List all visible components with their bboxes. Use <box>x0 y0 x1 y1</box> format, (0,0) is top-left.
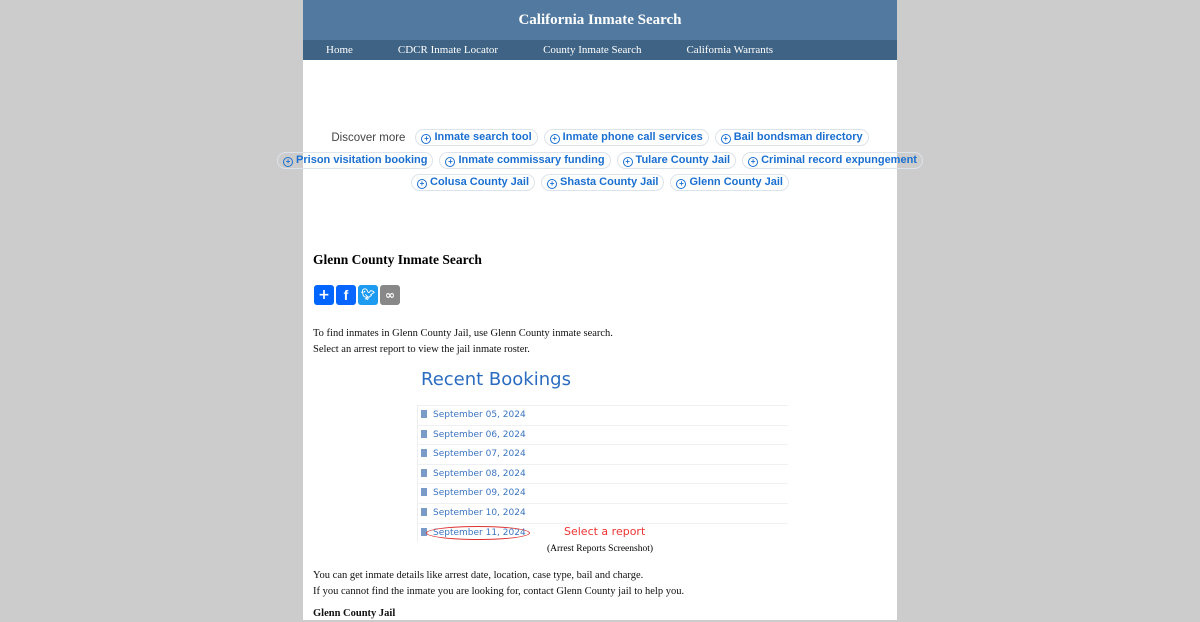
booking-row <box>418 444 788 464</box>
file-icon <box>421 488 427 496</box>
pill-label: Prison visitation booking <box>296 154 428 166</box>
intro-line: To find inmates in Glenn County Jail, use Glenn County inmate search. <box>313 328 613 339</box>
file-icon <box>421 508 427 516</box>
plus-circle-icon: + <box>547 179 557 189</box>
arrest-reports-screenshot <box>415 365 789 543</box>
page-title: Glenn County Inmate Search <box>313 252 482 267</box>
discover-pill[interactable] <box>411 174 535 191</box>
share-plus-icon[interactable]: + <box>314 285 334 305</box>
file-icon <box>421 410 427 418</box>
discover-label: Discover more <box>331 131 406 144</box>
nav-cdcr-locator[interactable]: CDCR Inmate Locator <box>397 44 499 56</box>
booking-date: September 09, 2024 <box>433 488 526 499</box>
jail-subheading: Glenn County Jail <box>313 608 396 619</box>
booking-row <box>418 523 788 543</box>
plus-circle-icon: + <box>445 157 455 167</box>
pill-label: Inmate search tool <box>434 131 532 143</box>
file-icon <box>421 469 427 477</box>
discover-row-2 <box>285 152 917 169</box>
discover-row-1 <box>303 129 897 146</box>
nav-warrants[interactable]: California Warrants <box>686 44 774 56</box>
plus-circle-icon: + <box>283 157 293 167</box>
plus-circle-icon: + <box>676 179 686 189</box>
details-text <box>313 568 684 622</box>
pill-label: Glenn County Jail <box>689 176 783 188</box>
recent-bookings-title: Recent Bookings <box>421 369 571 390</box>
pill-label: Inmate commissary funding <box>458 154 605 166</box>
plus-circle-icon: + <box>417 179 427 189</box>
discover-pill[interactable] <box>617 152 737 169</box>
plus-circle-icon: + <box>623 157 633 167</box>
discover-pill[interactable] <box>415 129 537 146</box>
pill-label: Bail bondsman directory <box>733 131 863 143</box>
discover-row-3 <box>303 174 897 191</box>
nav-bar <box>303 40 897 60</box>
intro-line: Select an arrest report to view the jail inmate roster. <box>313 344 530 355</box>
discover-pill[interactable] <box>277 152 433 169</box>
booking-date: September 10, 2024 <box>433 507 526 518</box>
booking-date: September 08, 2024 <box>433 468 526 479</box>
pill-label: Criminal record expungement <box>761 154 917 166</box>
plus-circle-icon: + <box>550 134 560 144</box>
booking-row <box>418 503 788 523</box>
nav-home[interactable]: Home <box>326 44 353 56</box>
discover-pill[interactable] <box>544 129 709 146</box>
facebook-icon[interactable]: f <box>336 285 356 305</box>
site-title: California Inmate Search <box>303 0 897 40</box>
booking-date: September 11, 2024 <box>433 527 526 538</box>
highlight-oval <box>426 526 530 540</box>
intro-text <box>313 326 613 358</box>
booking-row <box>418 405 788 425</box>
discover-pill[interactable] <box>742 152 923 169</box>
twitter-icon[interactable]: 🐦︎ <box>358 285 378 305</box>
details-line: If you cannot find the inmate you are looking for, contact Glenn County jail to help you. <box>313 586 685 597</box>
plus-circle-icon: + <box>421 134 431 144</box>
booking-row <box>418 464 788 484</box>
pill-label: Tulare County Jail <box>635 154 731 166</box>
select-report-annotation: Select a report <box>564 524 646 538</box>
discover-pill[interactable] <box>439 152 610 169</box>
discover-pill[interactable] <box>715 129 869 146</box>
share-buttons <box>314 285 400 305</box>
pill-label: Shasta County Jail <box>560 176 659 188</box>
details-line: You can get inmate details like arrest date, location, case type, bail and charge. <box>313 570 644 581</box>
booking-row <box>418 425 788 445</box>
pill-label: Colusa County Jail <box>430 176 530 188</box>
discover-pill[interactable] <box>670 174 789 191</box>
plus-circle-icon: + <box>721 134 731 144</box>
page <box>285 0 917 620</box>
copy-link-icon[interactable]: ∞ <box>380 285 400 305</box>
screenshot-caption: (Arrest Reports Screenshot) <box>546 544 654 554</box>
pill-label: Inmate phone call services <box>562 131 703 143</box>
booking-row <box>418 483 788 503</box>
discover-pill[interactable] <box>541 174 664 191</box>
plus-circle-icon: + <box>748 157 758 167</box>
booking-date: September 05, 2024 <box>433 410 526 420</box>
booking-date: September 06, 2024 <box>433 429 526 440</box>
file-icon <box>421 430 427 438</box>
booking-date: September 07, 2024 <box>433 449 526 460</box>
file-icon <box>421 449 427 457</box>
nav-county-search[interactable]: County Inmate Search <box>543 44 642 56</box>
